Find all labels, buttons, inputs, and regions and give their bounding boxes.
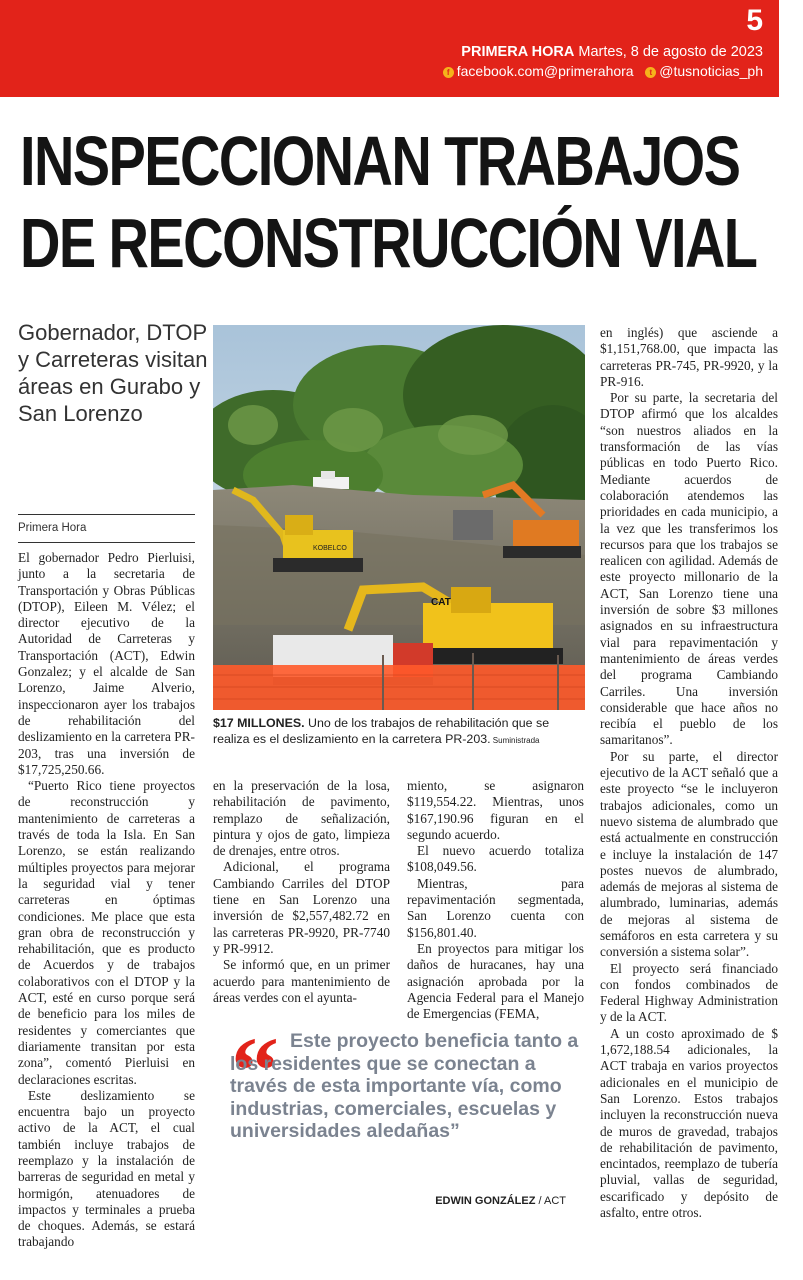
- publication-name: PRIMERA HORA: [461, 44, 575, 60]
- column-2: [213, 778, 390, 1006]
- column-1: [18, 550, 195, 1251]
- headline-line-1: INSPECCIONAN TRABAJOS: [20, 122, 740, 200]
- headline-line-2: DE RECONSTRUCCIÓN VIAL: [20, 204, 757, 282]
- facebook-icon: f: [443, 67, 454, 78]
- caption-text: Uno de los trabajos de rehabilitación que se realiza es el deslizamiento en la carretera PR-203.: [213, 716, 550, 746]
- paragraph: en la preservación de la losa, rehabilitación de pavimento, remplazo de señalización, pintura y ojos de gato, limpieza de drenajes, entre otros.: [213, 778, 390, 859]
- byline-divider: [18, 542, 195, 543]
- paragraph: Por su parte, la secretaria del DTOP afirmó que los alcaldes “son nuestros aliados en la transformación de las vías públicas en todo Puerto Rico. Mediante acuerdos de colaboración atendemos las prioridades en cada municipio, a la vez que les transferimos los recursos para que los trabajos se realicen con agilidad. Además de este proyecto millonario de la ACT, San Lorenzo tiene una inversión de sobre $3 millones asignados en su infraestructura vial para repavimentación y mantenimiento de áreas verdes del programa Cambiando Carriles. Una inversión considerable que hace años no recibía el pueblo de los samaritanos”.: [600, 390, 778, 748]
- paragraph: A un costo aproximado de $ 1,672,188.54 adicionales, la ACT trabaja en varios proyectos adicionales en el municipio de San Lorenzo. Estos trabajos incluyen la reconstrucción nueva de muros de gravedad, trabajos de rehabilitación de pavimento, encintados, reemplazo de tubería pluvial, vallas de seguridad, escarificado y depósito de asfalto, entre otros.: [600, 1025, 778, 1221]
- excavators-photo: [213, 325, 585, 710]
- column-3: [407, 778, 584, 1022]
- pull-quote-affiliation: ACT: [544, 1195, 566, 1207]
- facebook-link[interactable]: facebook.com@primerahora: [456, 63, 634, 79]
- pull-quote-body: Este proyecto beneficia tanto a los residentes que se conectan a través de esta importante vía, como industrias, comerciales, escuelas y universidades aledañas”: [230, 1030, 579, 1142]
- paragraph: “Puerto Rico tiene proyectos de reconstrucción y mantenimiento de carreteras a través de toda la Isla. En San Lorenzo, se están realizando múltiples proyectos para mejorar la seguridad vial y tener carreteras en óptimas condiciones. Me place que esta gran obra de reconstrucción y rehabilitación, que es producto de Acuerdos y de trabajos colaborativos con el DTOP y la ACT, esté en curso porque será de beneficio para los miles de residentes y comerciantes que diariamente transitan por esta zona”, comentó Pierluisi en declaraciones escritas.: [18, 778, 195, 1087]
- machine-brand-label: CAT: [431, 597, 451, 608]
- byline: Primera Hora: [18, 522, 87, 534]
- dateline: [461, 43, 763, 61]
- paragraph: El gobernador Pedro Pierluisi, junto a la secretaria de Transportación y Obras Públicas (DTOP), Eileen M. Vélez; el director ejecutivo de la Autoridad de Carreteras y Transportación (ACT), Edwin Gonzalez; y el alcalde de San Lorenzo, Jaime Alverio, inspeccionaron ayer los trabajos de rehabilitación del deslizamiento en la carretera PR-203, tras una inversión de $17,725,250.66.: [18, 550, 195, 777]
- paragraph: En proyectos para mitigar los daños de huracanes, hay una asignación aprobada por la Agencia Federal para el Manejo de Emergencias (FEMA,: [407, 940, 584, 1022]
- headline: [20, 120, 780, 284]
- paragraph: Este deslizamiento se encuentra bajo un proyecto activo de la ACT, el cual también incluye trabajos de reemplazo y la instalación de barreras de seguridad en metal y hormigón, atenuadores de impactos y terminales a prueba de choques. Además, se estará trabajando: [18, 1087, 195, 1250]
- paragraph: El nuevo acuerdo totaliza $108,049.56.: [407, 843, 584, 875]
- twitter-link[interactable]: @tusnoticias_ph: [659, 63, 763, 79]
- attribution-separator: /: [538, 1195, 544, 1207]
- paragraph: Por su parte, el director ejecutivo de la ACT señaló que a este proyecto “se le incluyeron trabajos adicionales, como un nuevo sistema de alumbrado que está actualmente en construcción e incluye la instalación de 147 postes nuevos de alumbrado, además de mejoras al sistema de alumbrado, luminarias, además de mejoras al sistema de semáforos en esta carretera y su conversión a sistema solar”.: [600, 748, 778, 960]
- paragraph: Mientras, para repavimentación segmentada, San Lorenzo cuenta con $156,801.40.: [407, 875, 584, 940]
- pull-quote-text: [230, 1017, 585, 1143]
- header-band: [0, 0, 779, 97]
- pull-quote: [213, 1017, 588, 1227]
- publication-date: Martes, 8 de agosto de 2023: [578, 44, 763, 60]
- caption-title: $17 MILLONES.: [213, 716, 305, 730]
- paragraph: Adicional, el programa Cambiando Carriles del DTOP tiene en San Lorenzo una inversión de $2,557,482.72 en las carreteras PR-9920, PR-7740 y PR-9912.: [213, 859, 390, 956]
- article-photo: [213, 325, 585, 710]
- photo-caption: [213, 716, 585, 748]
- page-number: 5: [746, 4, 763, 37]
- deck-divider: [18, 514, 195, 515]
- paragraph: El proyecto será financiado con fondos combinados de Federal Highway Administration y de la ACT.: [600, 960, 778, 1025]
- paragraph: Se informó que, en un primer acuerdo para mantenimiento de áreas verdes con el ayunta-: [213, 957, 390, 1005]
- photo-credit: Suministrada: [490, 735, 540, 745]
- quote-mark-icon: “: [231, 1017, 279, 1124]
- social-links: [443, 62, 763, 80]
- pull-quote-attribution: [435, 1195, 566, 1207]
- deck: Gobernador, DTOP y Carreteras visitan áreas en Gurabo y San Lorenzo: [18, 320, 208, 426]
- column-4: [600, 325, 778, 1221]
- pull-quote-author: EDWIN GONZÁLEZ: [435, 1195, 536, 1207]
- paragraph: miento, se asignaron $119,554.22. Mientras, unos $167,190.96 figuran en el segundo acuerdo.: [407, 778, 584, 842]
- machine-brand-label: KOBELCO: [313, 545, 347, 552]
- twitter-icon: t: [645, 67, 656, 78]
- paragraph: en inglés) que asciende a $1,151,768.00, que impacta las carreteras PR-745, PR-9920, y la PR-916.: [600, 325, 778, 389]
